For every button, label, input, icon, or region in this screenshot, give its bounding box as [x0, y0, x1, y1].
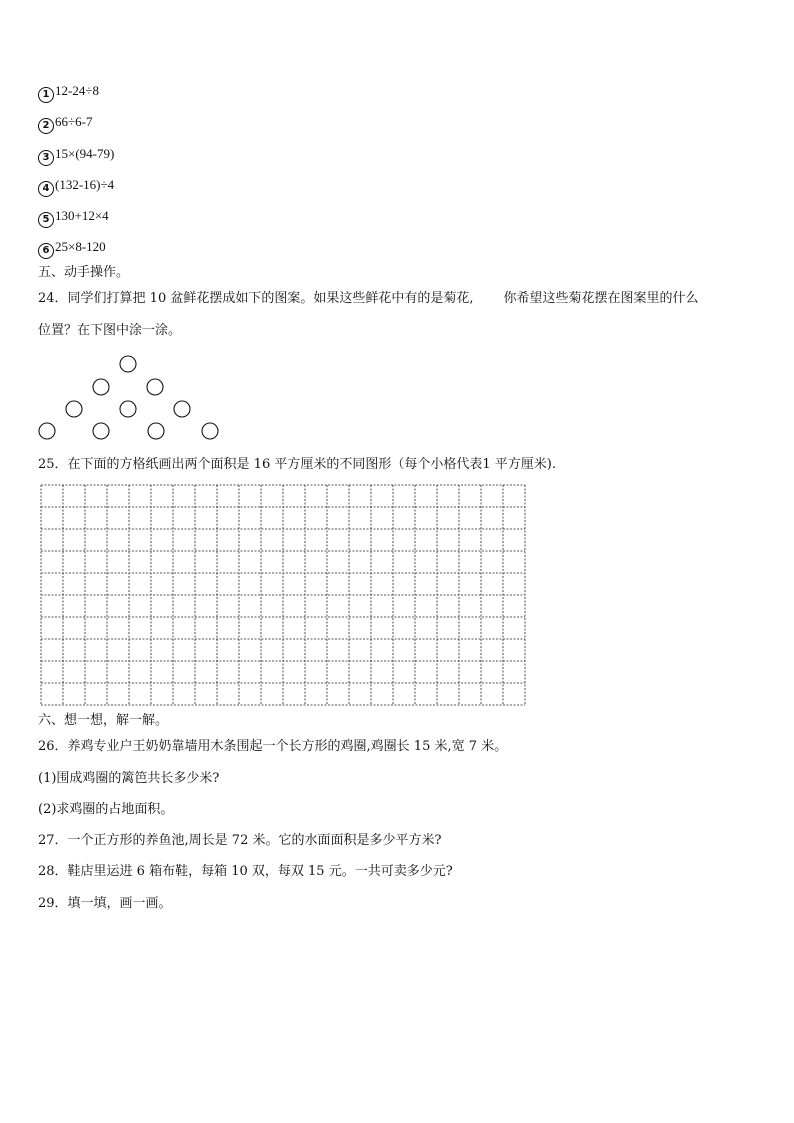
flower-circle[interactable] [147, 379, 163, 395]
item-number: 4 [38, 181, 54, 197]
calc-item [38, 177, 114, 197]
flower-circle[interactable] [148, 423, 164, 439]
flower-circle[interactable] [174, 401, 190, 417]
question-26-sub1: (1)围成鸡圈的篱笆共长多少米? [38, 771, 220, 786]
calc-expression: 66÷6-7 [55, 114, 93, 129]
question-24-text-a: 24．同学们打算把 10 盆鲜花摆成如下的图案。如果这些鲜花中有的是菊花, [38, 291, 474, 306]
question-26-sub2: (2)求鸡圈的占地面积。 [38, 802, 174, 817]
item-number: 1 [38, 87, 54, 103]
calc-item [38, 208, 109, 228]
calc-item [38, 83, 99, 103]
question-28-text: 28．鞋店里运进 6 箱布鞋，每箱 10 双，每双 15 元。一共可卖多少元? [38, 864, 453, 879]
grid-paper[interactable] [40, 484, 528, 706]
calc-expression: (132-16)÷4 [55, 177, 115, 192]
flower-circle[interactable] [66, 401, 82, 417]
question-24-text-b: 你希望这些菊花摆在图案里的什么 [503, 291, 699, 306]
flower-pattern-diagram [36, 354, 226, 440]
flower-circle[interactable] [202, 423, 218, 439]
calc-expression: 12-24÷8 [55, 83, 99, 98]
question-24-line2: 位置？在下图中涂一涂。 [38, 323, 182, 338]
question-24-line1 [38, 291, 699, 307]
section-title: 五、动手操作。 [38, 265, 130, 280]
item-number: 6 [38, 243, 54, 259]
calc-expression: 15×(94-79) [55, 146, 115, 161]
item-number: 2 [38, 118, 54, 134]
flower-circle[interactable] [120, 401, 136, 417]
flower-circle[interactable] [120, 356, 136, 372]
flower-circle[interactable] [93, 379, 109, 395]
flower-circle[interactable] [93, 423, 109, 439]
calc-item [38, 114, 92, 134]
question-26-text: 26．养鸡专业户王奶奶靠墙用木条围起一个长方形的鸡圈,鸡圈长 15 米,宽 7 米。 [38, 739, 508, 754]
question-29-text: 29．填一填，画一画。 [38, 896, 172, 911]
calc-item [38, 239, 106, 259]
question-25-text: 25．在下面的方格纸画出两个面积是 16 平方厘米的不同图形（每个小格代表1 平方厘米). [38, 457, 556, 472]
item-number: 3 [38, 150, 54, 166]
calc-item [38, 146, 114, 166]
question-27-text: 27．一个正方形的养鱼池,周长是 72 米。它的水面面积是多少平方米? [38, 833, 442, 848]
flower-circle[interactable] [39, 423, 55, 439]
calc-expression: 25×8-120 [55, 239, 106, 254]
calc-expression: 130+12×4 [55, 208, 109, 223]
item-number: 5 [38, 212, 54, 228]
section-title: 六、想一想，解一解。 [38, 713, 169, 728]
